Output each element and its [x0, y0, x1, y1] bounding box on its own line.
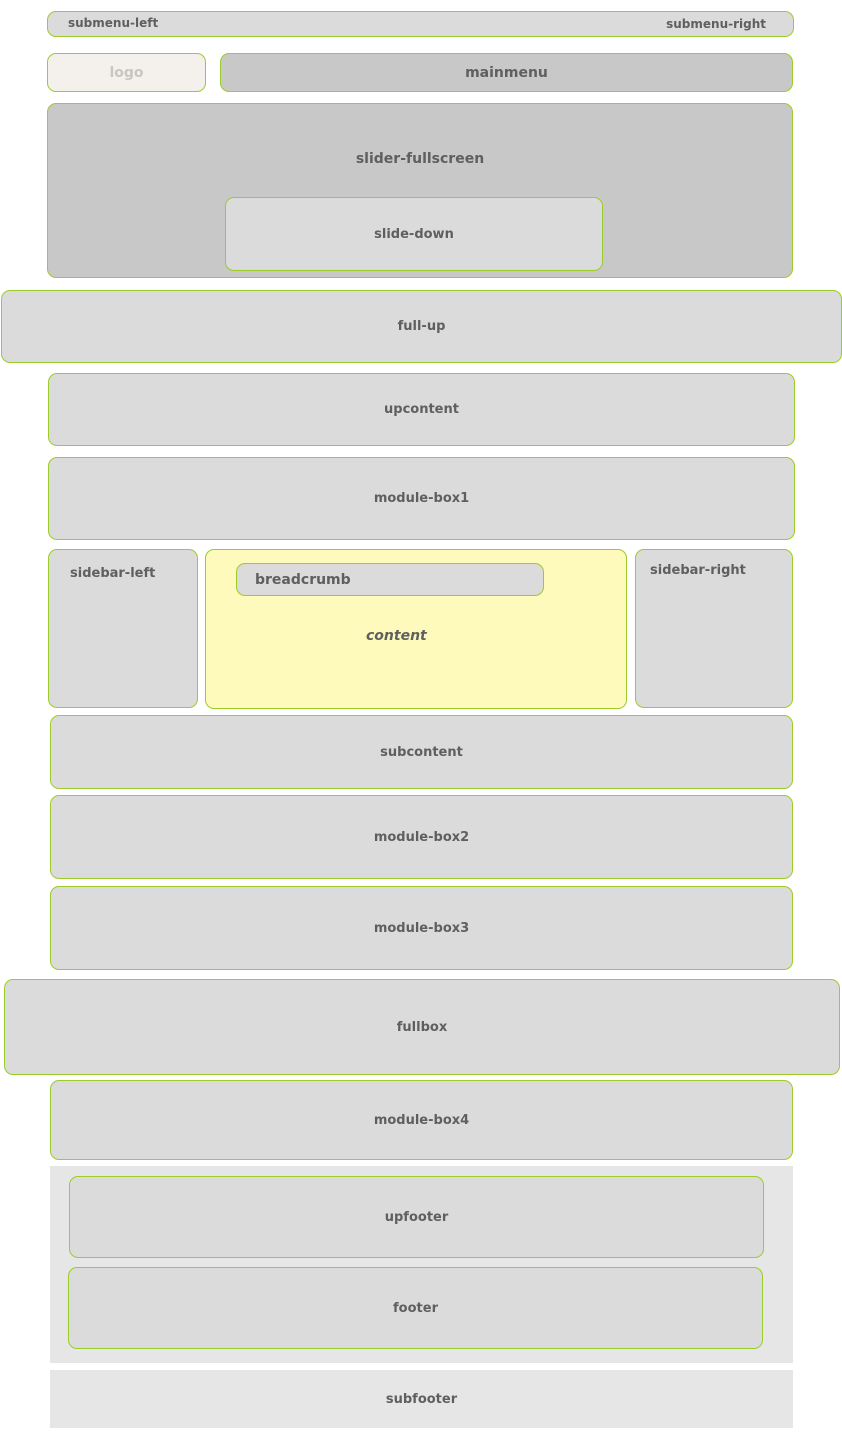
submenu-right-label: submenu-right [666, 17, 766, 31]
sidebar-left-box [48, 549, 198, 708]
footer-box [68, 1267, 763, 1349]
mainmenu-label: mainmenu [465, 64, 548, 81]
submenu-bar [47, 11, 794, 37]
module-box3-box [50, 886, 793, 970]
upfooter-box [69, 1176, 764, 1258]
subfooter-label: subfooter [385, 1391, 458, 1407]
sidebar-right-box [635, 549, 793, 708]
slide-down-label: slide-down [374, 226, 454, 242]
module-box1-box [48, 457, 795, 540]
upcontent-box [48, 373, 795, 446]
module-box2-box [50, 795, 793, 879]
subcontent-box [50, 715, 793, 789]
fullbox-label: fullbox [396, 1019, 448, 1035]
slide-down-box [225, 197, 603, 271]
module-box4-box [50, 1080, 793, 1160]
breadcrumb-box [236, 563, 544, 596]
footer-label: footer [393, 1300, 438, 1316]
upcontent-label: upcontent [384, 402, 459, 417]
slider-fullscreen-box [47, 103, 793, 278]
footer-wrapper [50, 1166, 793, 1363]
content-box [205, 549, 627, 709]
submenu-left-label: submenu-left [68, 16, 159, 30]
module-box2-label: module-box2 [373, 829, 470, 845]
upfooter-label: upfooter [384, 1209, 449, 1225]
logo-box [47, 53, 206, 92]
content-label: content [366, 628, 427, 644]
full-up-box [1, 290, 842, 363]
slider-fullscreen-label: slider-fullscreen [355, 151, 485, 167]
fullbox-box [4, 979, 840, 1075]
subfooter-box [50, 1370, 793, 1428]
breadcrumb-label: breadcrumb [255, 571, 351, 588]
module-box4-label: module-box4 [373, 1112, 470, 1128]
mainmenu-box [220, 53, 793, 92]
sidebar-left-label: sidebar-left [70, 566, 156, 581]
subcontent-label: subcontent [380, 744, 463, 760]
logo-label: logo [109, 64, 144, 81]
full-up-label: full-up [397, 319, 446, 334]
module-box1-label: module-box1 [373, 491, 470, 506]
sidebar-right-label: sidebar-right [650, 563, 746, 578]
module-box3-label: module-box3 [373, 920, 470, 936]
